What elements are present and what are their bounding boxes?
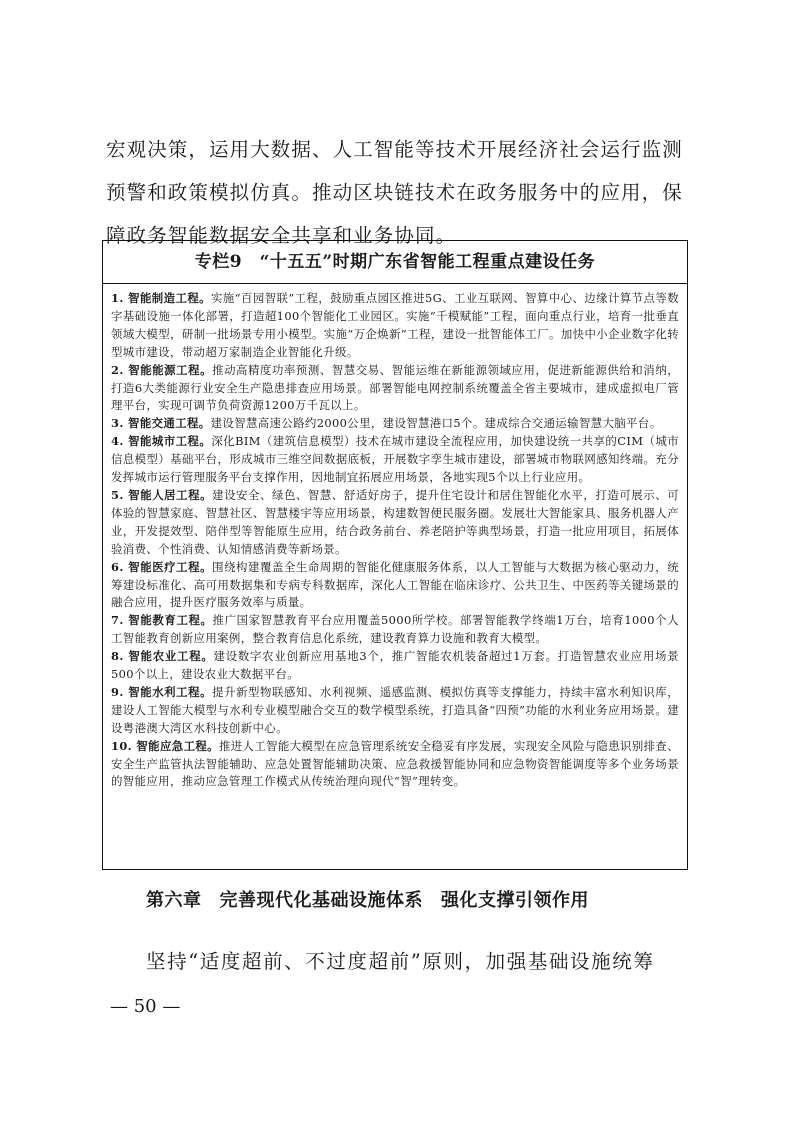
item-text: 建设数字农业创新应用基地3个，推广智能农机装备超过1万套。打造智慧农业应用场景500个以上，建设农业大数据平台。 [111, 649, 679, 682]
item-heading: 6. 智能医疗工程。 [111, 559, 213, 574]
list-item [111, 559, 679, 613]
item-heading: 2. 智能能源工程。 [111, 362, 213, 377]
item-heading: 7. 智能教育工程。 [111, 613, 213, 628]
intro-line-3: 障政务智能数据安全共享和业务协同。 [106, 224, 457, 247]
list-item [111, 612, 679, 648]
intro-line-2: 预警和政策模拟仿真。推动区块链技术在政务服务中的应用，保 [106, 181, 683, 204]
list-item [111, 487, 679, 559]
item-text: 深化BIM（建筑信息模型）技术在城市建设全流程应用，加快建设统一共享的CIM（城市信息模型）基础平台，形成城市三维空间数据底板，开展数字孪生城市建设，部署城市物联网感知终端。充分发挥城市运行管理服务平台支撑作用，因地制宜拓展应用场景，各地实现5个以上行业应用。 [111, 434, 679, 485]
item-text: 推进人工智能大模型在应急管理系统安全稳妥有序发展，实现安全风险与隐患识别排查、安全生产监管执法智能辅助、应急处置智能辅助决策、应急救援智能协同和应急物资智能调度等多个业务场景的智能应用，推动应急管理工作模式从传统治理向现代“智”理转变。 [111, 738, 679, 789]
body-paragraph: 坚持“适度超前、不过度超前”原则，加强基础设施统筹 [146, 950, 655, 973]
item-text: 围绕构建覆盖全生命周期的智能化健康服务体系，以人工智能与大数据为核心驱动力，统筹建设标准化、高可用数据集和专病专科数据库，深化人工智能在临床诊疗、公共卫生、中医药等关键场景的融合应用，提升医疗服务效率与质量。 [111, 559, 680, 610]
item-heading: 10. 智能应急工程。 [111, 738, 219, 753]
item-text: 推广国家智慧教育平台应用覆盖5000所学校。部署智能教学终端1万台，培育1000个人工智能教育创新应用案例，整合教育信息化系统，建设教育算力设施和教育大模型。 [111, 613, 679, 646]
item-text: 建设安全、绿色、智慧、舒适好房子，提升住宅设计和居住智能化水平，打造可展示、可体验的智慧家庭、智慧社区、智慧楼宇等应用场景，构建数智便民服务圈。发展壮大智能家具、服务机器人产业，开发提效型、陪伴型等智能原生应用，结合政务前台、养老陪护等典型场景，打造一批应用项目，拓展体验消费、个性消费、认知情感消费等新场景。 [111, 487, 680, 556]
item-text: 建设智慧高速公路约2000公里，建设智慧港口5个。建成综合交通运输智慧大脑平台。 [210, 416, 662, 431]
item-heading: 4. 智能城市工程。 [111, 434, 212, 449]
list-item [111, 738, 679, 792]
feature-box [102, 240, 688, 870]
feature-box-title: 专栏9 “十五五”时期广东省智能工程重点建设任务 [103, 241, 687, 284]
chapter-number: 第六章 [146, 890, 202, 911]
list-item [111, 362, 679, 416]
item-text: 实施“百园智联”工程，鼓励重点园区推进5G、工业互联网、智算中心、边缘计算节点等数字基础设施一体化部署，打造超100个智能化工业园区。实施“千模赋能”工程，面向重点行业，培育一批垂直领域大模型，研制一批场景专用小模型。实施“万企焕新”工程，建设一批智能体工厂。加快中小企业数字化转型城市建设，带动超万家制造企业智能化升级。 [111, 291, 679, 359]
item-heading: 1. 智能制造工程。 [111, 291, 212, 305]
intro-line-1: 宏观决策，运用大数据、人工智能等技术开展经济社会运行监测 [106, 138, 683, 161]
list-item [111, 415, 679, 433]
item-heading: 9. 智能水利工程。 [111, 684, 213, 699]
item-heading: 5. 智能人居工程。 [111, 487, 213, 502]
chapter-title-part-2: 强化支撑引领作用 [441, 890, 589, 911]
item-heading: 3. 智能交通工程。 [111, 416, 211, 431]
page-number: — 50 — [110, 996, 181, 1017]
item-text: 提升新型物联感知、水利视频、遥感监测、模拟仿真等支撑能力，持续丰富水利知识库，建设人工智能大模型与水利专业模型融合交互的数学模型系统，打造具备“四预”功能的水利业务应用场景。建设粤港澳大湾区水科技创新中心。 [111, 684, 680, 735]
chapter-title-part-1: 完善现代化基础设施体系 [219, 890, 423, 911]
list-item [111, 648, 679, 684]
intro-paragraph [106, 128, 690, 257]
feature-box-body [103, 284, 687, 791]
list-item [111, 290, 679, 362]
chapter-heading [146, 886, 589, 912]
list-item [111, 684, 679, 738]
item-text: 推动高精度功率预测、智慧交易、智能运维在新能源领域应用，促进新能源供给和消纳，打造6大类能源行业安全生产隐患排查应用场景。部署智能电网控制系统覆盖全省主要城市，建成虚拟电厂管理平台，实现可调节负荷资源1200万千瓦以上。 [111, 362, 680, 413]
list-item [111, 433, 679, 487]
item-heading: 8. 智能农业工程。 [111, 649, 214, 664]
